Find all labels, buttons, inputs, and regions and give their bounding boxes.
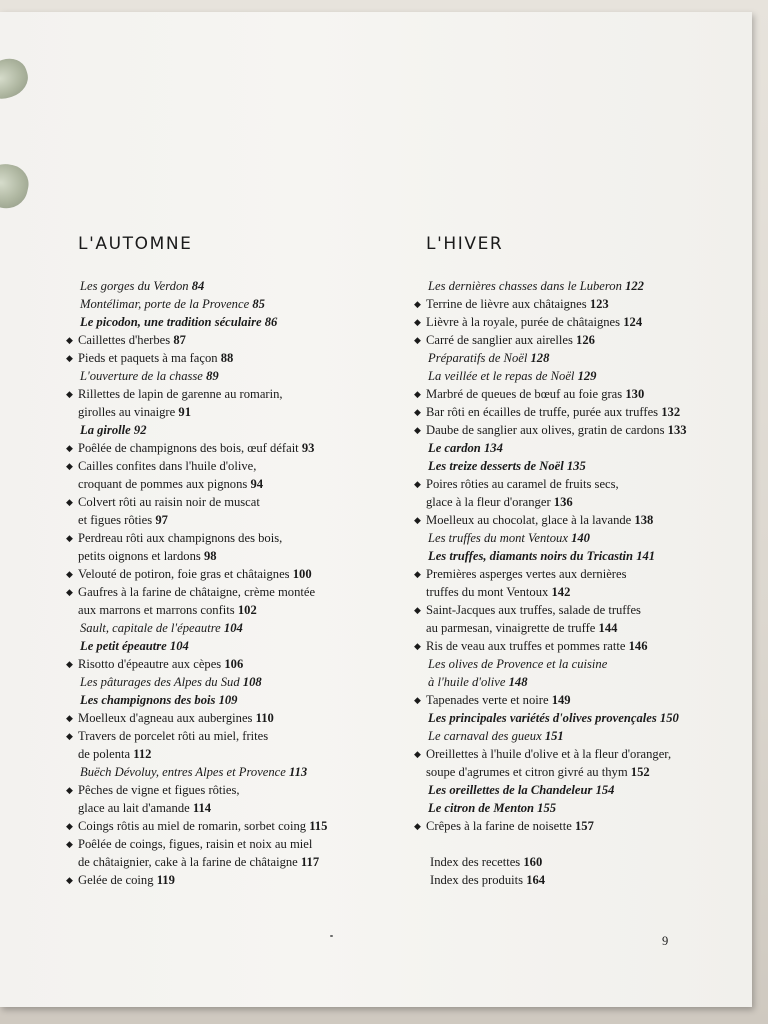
- bullet-diamond-icon: ◆: [66, 731, 73, 741]
- entry-title: de polenta: [78, 747, 131, 761]
- bullet-diamond-icon: ◆: [414, 641, 421, 651]
- entry-title: glace au lait d'amande: [78, 801, 190, 815]
- entry-text: [80, 421, 398, 439]
- entry-title: Premières asperges vertes aux dernières: [426, 567, 627, 581]
- toc-index-entry: [426, 853, 746, 871]
- page-number: 9: [662, 934, 669, 948]
- entry-text: [430, 853, 746, 871]
- entry-title: Colvert rôti au raisin noir de muscat: [78, 495, 260, 509]
- entry-page-number: 149: [551, 693, 571, 707]
- entry-title: Le picodon, une tradition séculaire: [80, 315, 262, 329]
- entry-page-number: 144: [598, 621, 618, 635]
- entry-text: [80, 691, 398, 709]
- winter-entries: [414, 277, 746, 889]
- entry-title: petits oignons et lardons: [78, 549, 201, 563]
- entry-text: [426, 691, 746, 709]
- entry-text: [426, 511, 746, 529]
- autumn-heading: L'AUTOMNE: [78, 234, 193, 254]
- entry-title: Gelée de coing: [78, 873, 154, 887]
- toc-recipe-entry: [66, 331, 398, 349]
- entry-page-number: 93: [301, 441, 315, 455]
- toc-feature-entry: [78, 367, 398, 385]
- entry-text: [426, 817, 746, 835]
- toc-feature-entry: [78, 619, 398, 637]
- bullet-diamond-icon: ◆: [414, 407, 421, 417]
- entry-title: Les dernières chasses dans le Luberon: [428, 279, 622, 293]
- entry-text: [78, 817, 398, 835]
- toc-feature-entry: [78, 673, 398, 691]
- toc-feature-entry: [426, 367, 746, 385]
- entry-title: Terrine de lièvre aux châtaignes: [426, 297, 587, 311]
- entry-text: [78, 439, 398, 457]
- entry-text: [428, 439, 746, 457]
- entry-page-number: 140: [571, 531, 590, 545]
- entry-text: [78, 475, 398, 493]
- entry-title: Sault, capitale de l'épeautre: [80, 621, 221, 635]
- entry-text: [78, 745, 398, 763]
- toc-recipe-entry: [66, 457, 398, 493]
- entry-text: [78, 781, 398, 799]
- bullet-diamond-icon: ◆: [414, 515, 421, 525]
- entry-title: Poêlée de coings, figues, raisin et noix au miel: [78, 837, 313, 851]
- toc-feature-entry: [426, 439, 746, 457]
- entry-text: [78, 565, 398, 583]
- entry-text: [426, 583, 746, 601]
- toc-recipe-entry: [66, 655, 398, 673]
- entry-text: [80, 277, 398, 295]
- entry-title: glace à la fleur d'oranger: [426, 495, 551, 509]
- entry-text: [78, 871, 398, 889]
- entry-text: [80, 313, 398, 331]
- entry-title: Montélimar, porte de la Provence: [80, 297, 250, 311]
- entry-text: [426, 637, 746, 655]
- entry-title: Buëch Dévoluy, entres Alpes et Provence: [80, 765, 286, 779]
- entry-text: [428, 781, 746, 799]
- toc-index-entry: [426, 871, 746, 889]
- entry-title: La girolle: [80, 423, 131, 437]
- entry-text: [78, 547, 398, 565]
- entry-title: truffes du mont Ventoux: [426, 585, 549, 599]
- toc-recipe-entry: [66, 493, 398, 529]
- entry-text: [428, 457, 746, 475]
- toc-feature-entry: [78, 691, 398, 709]
- entry-text: [428, 709, 746, 727]
- entry-text: [428, 673, 746, 691]
- entry-title: Risotto d'épeautre aux cèpes: [78, 657, 222, 671]
- entry-page-number: 113: [289, 765, 308, 779]
- entry-text: [426, 385, 746, 403]
- entry-title: Poires rôties au caramel de fruits secs,: [426, 477, 619, 491]
- entry-title: Carré de sanglier aux airelles: [426, 333, 573, 347]
- entry-text: [78, 403, 398, 421]
- bullet-diamond-icon: ◆: [66, 497, 73, 507]
- entry-title: Les principales variétés d'olives provençales: [428, 711, 657, 725]
- entry-text: [78, 655, 398, 673]
- entry-page-number: 136: [553, 495, 573, 509]
- entry-title: Oreillettes à l'huile d'olive et à la fleur d'oranger,: [426, 747, 672, 761]
- entry-page-number: 133: [667, 423, 687, 437]
- toc-recipe-entry: [66, 709, 398, 727]
- entry-text: [78, 529, 398, 547]
- entry-title: Gaufres à la farine de châtaigne, crème montée: [78, 585, 316, 599]
- entry-page-number: 88: [220, 351, 234, 365]
- entry-title: Les truffes, diamants noirs du Tricastin: [428, 549, 634, 563]
- entry-text: [78, 457, 398, 475]
- toc-feature-entry: [78, 763, 398, 781]
- toc-feature-entry: [426, 799, 746, 817]
- entry-text: [80, 763, 398, 781]
- toc-feature-entry: [426, 655, 746, 691]
- entry-text: [426, 493, 746, 511]
- entry-title: Les gorges du Verdon: [80, 279, 189, 293]
- entry-title: Les champignons des bois: [80, 693, 216, 707]
- entry-page-number: 104: [223, 621, 243, 635]
- entry-text: [430, 871, 746, 889]
- entry-text: [78, 331, 398, 349]
- entry-text: [78, 583, 398, 601]
- toc-recipe-entry: [414, 313, 746, 331]
- toc-recipe-entry: [414, 511, 746, 529]
- bullet-diamond-icon: ◆: [414, 749, 421, 759]
- toc-recipe-entry: [414, 565, 746, 601]
- entry-page-number: 164: [526, 873, 546, 887]
- bullet-diamond-icon: ◆: [66, 461, 73, 471]
- bullet-diamond-icon: ◆: [414, 335, 421, 345]
- toc-recipe-entry: [66, 349, 398, 367]
- toc-feature-entry: [426, 529, 746, 547]
- entry-title: Pieds et paquets à ma façon: [78, 351, 218, 365]
- bullet-diamond-icon: ◆: [414, 425, 421, 435]
- entry-title: Velouté de potiron, foie gras et châtaignes: [78, 567, 290, 581]
- autumn-column: [66, 233, 398, 889]
- entry-page-number: 86: [264, 315, 278, 329]
- entry-title: Préparatifs de Noël: [428, 351, 528, 365]
- toc-recipe-entry: [66, 781, 398, 817]
- entry-title: Le citron de Menton: [428, 801, 534, 815]
- entry-page-number: 148: [508, 675, 528, 689]
- entry-title: Rillettes de lapin de garenne au romarin,: [78, 387, 283, 401]
- entry-title: Marbré de queues de bœuf au foie gras: [426, 387, 623, 401]
- entry-text: [78, 493, 398, 511]
- print-speck: [330, 935, 333, 937]
- entry-page-number: 124: [623, 315, 643, 329]
- entry-page-number: 109: [218, 693, 238, 707]
- entry-title: croquant de pommes aux pignons: [78, 477, 248, 491]
- entry-title: Ris de veau aux truffes et pommes ratte: [426, 639, 626, 653]
- entry-title: Bar rôti en écailles de truffe, purée aux truffes: [426, 405, 659, 419]
- entry-page-number: 151: [544, 729, 564, 743]
- bullet-diamond-icon: ◆: [66, 335, 73, 345]
- entry-title: Index des produits: [430, 873, 524, 887]
- toc-recipe-entry: [414, 331, 746, 349]
- entry-title: soupe d'agrumes et citron givré au thym: [426, 765, 628, 779]
- entry-text: [80, 295, 398, 313]
- entry-page-number: 91: [178, 405, 191, 419]
- entry-title: de châtaignier, cake à la farine de châtaigne: [78, 855, 298, 869]
- entry-title: Tapenades verte et noire: [426, 693, 549, 707]
- entry-page-number: 114: [192, 801, 212, 815]
- winter-heading: L'HIVER: [426, 234, 504, 254]
- entry-page-number: 89: [206, 369, 219, 383]
- entry-text: [80, 673, 398, 691]
- entry-text: [426, 565, 746, 583]
- entry-page-number: 126: [576, 333, 595, 347]
- bullet-diamond-icon: ◆: [66, 587, 73, 597]
- bullet-diamond-icon: ◆: [66, 533, 73, 543]
- toc-recipe-entry: [66, 835, 398, 871]
- bullet-diamond-icon: ◆: [414, 695, 421, 705]
- bullet-diamond-icon: ◆: [66, 785, 73, 795]
- toc-recipe-entry: [414, 295, 746, 313]
- toc-feature-entry: [426, 349, 746, 367]
- toc-feature-entry: [426, 547, 746, 565]
- entry-title: Le cardon: [428, 441, 481, 455]
- toc-feature-entry: [426, 781, 746, 799]
- entry-text: [426, 745, 746, 763]
- entry-text: [78, 385, 398, 403]
- entry-text: [426, 475, 746, 493]
- entry-text: [78, 799, 398, 817]
- entry-title: Les treize desserts de Noël: [428, 459, 564, 473]
- bullet-diamond-icon: ◆: [414, 821, 421, 831]
- entry-page-number: 112: [133, 747, 152, 761]
- entry-title: Crêpes à la farine de noisette: [426, 819, 572, 833]
- toc-recipe-entry: [414, 385, 746, 403]
- bullet-diamond-icon: ◆: [414, 479, 421, 489]
- entry-page-number: 154: [595, 783, 615, 797]
- toc-recipe-entry: [414, 817, 746, 835]
- leaf-decoration: [0, 160, 32, 213]
- bullet-diamond-icon: ◆: [414, 317, 421, 327]
- entry-page-number: 117: [300, 855, 320, 869]
- entry-title: girolles au vinaigre: [78, 405, 176, 419]
- entry-page-number: 129: [577, 369, 597, 383]
- winter-column: [414, 233, 746, 889]
- toc-feature-entry: [426, 709, 746, 727]
- entry-page-number: 97: [155, 513, 168, 527]
- entry-text: [428, 655, 746, 673]
- entry-title: au parmesan, vinaigrette de truffe: [426, 621, 596, 635]
- entry-text: [426, 619, 746, 637]
- entry-text: [428, 547, 746, 565]
- entry-title: à l'huile d'olive: [428, 675, 506, 689]
- entry-title: Daube de sanglier aux olives, gratin de cardons: [426, 423, 665, 437]
- bullet-diamond-icon: ◆: [66, 569, 73, 579]
- bullet-diamond-icon: ◆: [66, 389, 73, 399]
- toc-recipe-entry: [414, 691, 746, 709]
- leaf-decoration: [0, 54, 33, 104]
- entry-page-number: 146: [628, 639, 648, 653]
- entry-page-number: 134: [483, 441, 503, 455]
- bullet-diamond-icon: ◆: [66, 839, 73, 849]
- entry-text: [78, 349, 398, 367]
- entry-title: et figues rôties: [78, 513, 153, 527]
- toc-feature-entry: [426, 727, 746, 745]
- entry-page-number: 98: [203, 549, 217, 563]
- toc-feature-entry: [78, 313, 398, 331]
- entry-page-number: 141: [636, 549, 656, 563]
- entry-text: [78, 727, 398, 745]
- toc-recipe-entry: [66, 817, 398, 835]
- toc-recipe-entry: [66, 529, 398, 565]
- bullet-diamond-icon: ◆: [66, 713, 73, 723]
- toc-recipe-entry: [414, 421, 746, 439]
- toc-recipe-entry: [66, 871, 398, 889]
- toc-feature-entry: [426, 277, 746, 295]
- entry-text: [80, 637, 398, 655]
- entry-text: [428, 529, 746, 547]
- entry-title: Moelleux au chocolat, glace à la lavande: [426, 513, 632, 527]
- entry-text: [426, 295, 746, 313]
- entry-title: Coings rôtis au miel de romarin, sorbet coing: [78, 819, 307, 833]
- entry-page-number: 160: [523, 855, 543, 869]
- entry-title: aux marrons et marrons confits: [78, 603, 235, 617]
- entry-title: Cailles confites dans l'huile d'olive,: [78, 459, 257, 473]
- entry-page-number: 128: [530, 351, 550, 365]
- entry-title: Saint-Jacques aux truffes, salade de truffes: [426, 603, 641, 617]
- entry-title: Les truffes du mont Ventoux: [428, 531, 568, 545]
- entry-title: Le petit épeautre: [80, 639, 167, 653]
- toc-recipe-entry: [66, 583, 398, 619]
- entry-title: Index des recettes: [430, 855, 521, 869]
- entry-page-number: 130: [625, 387, 645, 401]
- toc-feature-entry: [78, 421, 398, 439]
- entry-page-number: 104: [169, 639, 189, 653]
- entry-text: [428, 727, 746, 745]
- entry-title: Le carnaval des gueux: [428, 729, 542, 743]
- entry-text: [78, 853, 398, 871]
- toc-recipe-entry: [414, 601, 746, 637]
- entry-page-number: 138: [634, 513, 654, 527]
- entry-title: Poêlée de champignons des bois, œuf défait: [78, 441, 299, 455]
- entry-text: [426, 403, 746, 421]
- entry-page-number: 132: [661, 405, 681, 419]
- entry-page-number: 85: [252, 297, 265, 311]
- entry-text: [428, 277, 746, 295]
- entry-page-number: 119: [156, 873, 175, 887]
- toc-feature-entry: [78, 295, 398, 313]
- entry-title: Lièvre à la royale, purée de châtaignes: [426, 315, 621, 329]
- entry-text: [80, 367, 398, 385]
- toc-recipe-entry: [414, 475, 746, 511]
- entry-page-number: 102: [237, 603, 257, 617]
- entry-text: [428, 799, 746, 817]
- entry-text: [428, 367, 746, 385]
- entry-page-number: 123: [589, 297, 609, 311]
- entry-text: [426, 313, 746, 331]
- entry-page-number: 100: [292, 567, 312, 581]
- entry-page-number: 122: [625, 279, 644, 293]
- entry-text: [426, 331, 746, 349]
- bullet-diamond-icon: ◆: [66, 875, 73, 885]
- entry-text: [78, 601, 398, 619]
- entry-page-number: 142: [551, 585, 571, 599]
- bullet-diamond-icon: ◆: [66, 443, 73, 453]
- entry-page-number: 155: [537, 801, 557, 815]
- toc-recipe-entry: [414, 745, 746, 781]
- bullet-diamond-icon: ◆: [414, 389, 421, 399]
- entry-title: Pêches de vigne et figues rôties,: [78, 783, 240, 797]
- entry-text: [78, 835, 398, 853]
- toc-recipe-entry: [66, 727, 398, 763]
- autumn-entries: [66, 277, 398, 889]
- toc-recipe-entry: [414, 637, 746, 655]
- entry-page-number: 106: [224, 657, 244, 671]
- entry-page-number: 157: [574, 819, 594, 833]
- entry-title: L'ouverture de la chasse: [80, 369, 203, 383]
- toc-feature-entry: [78, 637, 398, 655]
- entry-title: Les olives de Provence et la cuisine: [428, 657, 608, 671]
- entry-page-number: 150: [659, 711, 679, 725]
- entry-text: [426, 421, 746, 439]
- entry-page-number: 87: [173, 333, 186, 347]
- entry-page-number: 115: [309, 819, 328, 833]
- entry-text: [78, 511, 398, 529]
- toc-recipe-entry: [66, 565, 398, 583]
- toc-recipe-entry: [414, 403, 746, 421]
- entry-page-number: 92: [133, 423, 147, 437]
- entry-page-number: 135: [566, 459, 586, 473]
- entry-title: La veillée et le repas de Noël: [428, 369, 575, 383]
- entry-title: Moelleux d'agneau aux aubergines: [78, 711, 253, 725]
- toc-recipe-entry: [66, 385, 398, 421]
- bullet-diamond-icon: ◆: [414, 605, 421, 615]
- entry-page-number: 152: [630, 765, 650, 779]
- bullet-diamond-icon: ◆: [66, 659, 73, 669]
- entry-title: Les oreillettes de la Chandeleur: [428, 783, 593, 797]
- toc-feature-entry: [426, 457, 746, 475]
- toc-feature-entry: [78, 277, 398, 295]
- entry-title: Travers de porcelet rôti au miel, frites: [78, 729, 269, 743]
- entry-page-number: 94: [250, 477, 264, 491]
- entry-text: [80, 619, 398, 637]
- entry-title: Les pâturages des Alpes du Sud: [80, 675, 240, 689]
- entry-page-number: 84: [191, 279, 205, 293]
- entry-text: [78, 709, 398, 727]
- toc-recipe-entry: [66, 439, 398, 457]
- toc-spacer: [426, 835, 746, 853]
- entry-text: [428, 349, 746, 367]
- bullet-diamond-icon: ◆: [414, 299, 421, 309]
- entry-text: [426, 601, 746, 619]
- entry-title: Perdreau rôti aux champignons des bois,: [78, 531, 283, 545]
- bullet-diamond-icon: ◆: [414, 569, 421, 579]
- entry-title: Caillettes d'herbes: [78, 333, 171, 347]
- bullet-diamond-icon: ◆: [66, 353, 73, 363]
- bullet-diamond-icon: ◆: [66, 821, 73, 831]
- entry-page-number: 110: [255, 711, 274, 725]
- entry-page-number: 108: [242, 675, 262, 689]
- entry-text: [426, 763, 746, 781]
